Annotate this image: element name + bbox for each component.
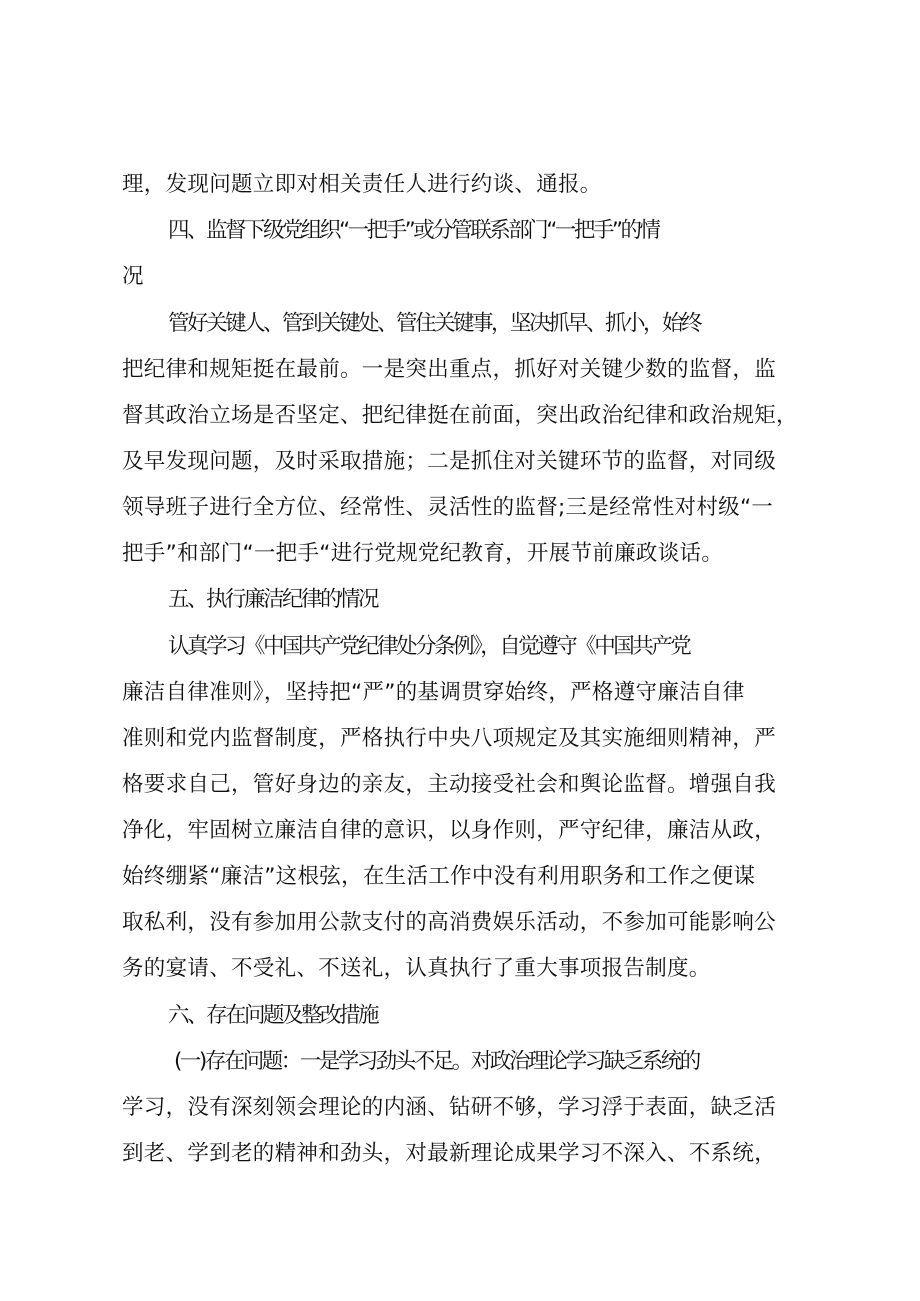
section-heading-6: 六、存在问题及整改措施: [168, 1003, 378, 1028]
body-text-line: 学习，没有深刻领会理论的内涵、钻研不够，学习浮于表面，缺乏活: [122, 1095, 777, 1120]
section-heading-5: 五、执行廉洁纪律的情况: [168, 587, 378, 612]
section-heading-4-continued: 况: [122, 264, 144, 289]
body-text-line: 及早发现问题，及时采取措施；二是抓住对关键环节的监督，对同级: [122, 449, 777, 474]
body-text-line: 务的宴请、不受礼、不送礼，认真执行了重大事项报告制度。: [122, 956, 711, 981]
body-text-line: 督其政治立场是否坚定、把纪律挺在前面，突出政治纪律和政治规矩，: [122, 403, 798, 428]
body-text-line: 准则和党内监督制度，严格执行中央八项规定及其实施细则精神，严: [122, 726, 777, 751]
body-text-line: 净化，牢固树立廉洁自律的意识，以身作则，严守纪律，廉洁从政，: [122, 818, 777, 843]
body-text-line: 把纪律和规矩挺在最前。一是突出重点，抓好对关键少数的监督，监: [122, 357, 777, 382]
body-text-line: 始终绷紧“廉洁”这根弦，在生活工作中没有利用职务和工作之便谋: [122, 864, 756, 889]
body-text-line: 取私利，没有参加用公款支付的高消费娱乐活动，不参加可能影响公: [122, 910, 777, 935]
body-text-line: 管好关键人、管到关键处、管住关键事，坚决抓早、抓小，始终: [168, 311, 701, 336]
section-heading-4: 四、监督下级党组织“一把手”或分管联系部门“一把手”的情: [168, 218, 659, 243]
body-text-line: 到老、学到老的精神和劲头，对最新理论成果学习不深入、不系统，: [122, 1141, 777, 1166]
body-text-line: 廉洁自律准则》，坚持把“严”的基调贯穿始终，严格遵守廉洁自律: [122, 680, 745, 705]
body-text-line: 格要求自己，管好身边的亲友，主动接受社会和舆论监督。增强自我: [122, 772, 777, 797]
body-text-line: 领导班子进行全方位、经常性、灵活性的监督;三是经常性对村级“一: [122, 495, 774, 520]
body-text-line: 把手”和部门“一把手“进行党规党纪教育，开展节前廉政谈话。: [122, 541, 724, 566]
body-text-line: (一)存在问题：一是学习劲头不足。对政治理论学习缺乏系统的: [174, 1049, 699, 1074]
body-text-line: 理，发现问题立即对相关责任人进行约谈、通报。: [122, 172, 602, 197]
body-text-line: 认真学习《中国共产党纪律处分条例》，自觉遵守《中国共产党: [168, 634, 690, 659]
